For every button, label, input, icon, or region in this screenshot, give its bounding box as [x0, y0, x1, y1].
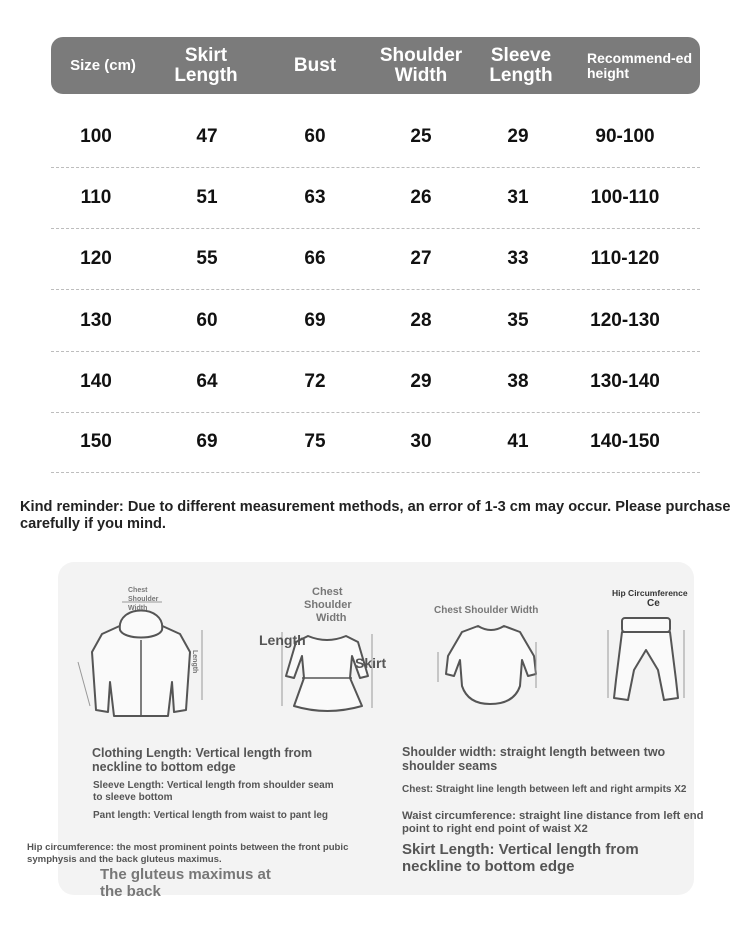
cell-shoulder-width: 25	[410, 125, 432, 147]
jacket-width-label: Width	[128, 605, 148, 612]
cell-sleeve-length: 41	[507, 430, 529, 452]
header-size: Size (cm)	[70, 56, 136, 74]
header-bust: Bust	[293, 54, 337, 76]
skirt-length-desc: Skirt Length: Vertical length from neckline to bottom edge	[402, 841, 639, 875]
cell-sleeve-length: 33	[507, 247, 529, 269]
shoulder-width-desc: Shoulder width: straight length between two shoulder seams	[402, 745, 666, 773]
jacket-chest-label: Chest	[128, 587, 148, 594]
cell-bust: 63	[304, 186, 326, 208]
cell-skirt-length: 69	[196, 430, 218, 452]
dress-shoulder-label: Shoulder	[304, 599, 352, 611]
cell-recommended-height: 110-120	[590, 247, 660, 269]
cell-shoulder-width: 26	[410, 186, 432, 208]
header-recommended-height: Recommend-ed height	[587, 49, 693, 81]
waist-desc: Waist circumference: straight line distance from left end point to right end point of waist X2	[402, 810, 704, 835]
cell-shoulder-width: 29	[410, 370, 432, 392]
pants-illustration	[598, 610, 694, 710]
cell-size: 140	[80, 370, 112, 392]
cell-size: 150	[80, 430, 112, 452]
cell-recommended-height: 140-150	[590, 430, 660, 452]
kind-reminder: Kind reminder: Due to different measurement methods, an error of 1-3 cm may occur. Please purchase carefully if you mind.	[20, 499, 731, 532]
cell-size: 130	[80, 309, 112, 331]
table-row	[51, 290, 700, 352]
cell-shoulder-width: 30	[410, 430, 432, 452]
romper-illustration	[432, 612, 552, 710]
pants-ce-label: Ce	[647, 598, 660, 609]
cell-skirt-length: 47	[196, 125, 218, 147]
romper-chest-shoulder-width-label: Chest Shoulder Width	[434, 605, 539, 616]
cell-bust: 60	[304, 125, 326, 147]
clothing-length-desc: Clothing Length: Vertical length from neckline to bottom edge	[92, 746, 313, 774]
dress-width-label: Width	[316, 612, 347, 624]
dress-skirt-label: Skirt	[355, 655, 387, 671]
cell-recommended-height: 130-140	[590, 370, 660, 392]
table-row	[51, 411, 700, 473]
cell-sleeve-length: 31	[507, 186, 529, 208]
jacket-length-label: Length	[191, 650, 198, 674]
table-row	[51, 351, 700, 413]
header-skirt-length: Skirt Length	[174, 44, 238, 86]
cell-shoulder-width: 28	[410, 309, 432, 331]
hip-circumference-desc: Hip circumference: the most prominent points between the front pubic symphysis and the back gluteus maximus.	[27, 842, 349, 865]
size-table-header	[51, 37, 700, 94]
cell-bust: 66	[304, 247, 326, 269]
cell-size: 120	[80, 247, 112, 269]
cell-skirt-length: 64	[196, 370, 218, 392]
dress-length-label: Length	[259, 632, 306, 648]
cell-recommended-height: 120-130	[590, 309, 660, 331]
cell-skirt-length: 60	[196, 309, 218, 331]
cell-recommended-height: 100-110	[590, 186, 660, 208]
cell-bust: 75	[304, 430, 326, 452]
cell-sleeve-length: 29	[507, 125, 529, 147]
header-shoulder-width: Shoulder Width	[379, 44, 463, 86]
header-sleeve-length: Sleeve Length	[489, 44, 553, 86]
cell-sleeve-length: 38	[507, 370, 529, 392]
cell-bust: 69	[304, 309, 326, 331]
table-row	[51, 228, 700, 290]
chest-desc: Chest: Straight line length between left and right armpits X2	[402, 784, 687, 795]
jacket-shoulder-label: Shoulder	[128, 596, 159, 603]
sleeve-length-desc: Sleeve Length: Vertical length from shoulder seam to sleeve bottom	[93, 780, 334, 803]
pants-hip-label: Hip Circumference	[612, 588, 688, 598]
cell-sleeve-length: 35	[507, 309, 529, 331]
pant-length-desc: Pant length: Vertical length from waist to pant leg	[93, 810, 329, 821]
cell-size: 100	[80, 125, 112, 147]
cell-bust: 72	[304, 370, 326, 392]
cell-recommended-height: 90-100	[595, 125, 655, 147]
table-row	[51, 106, 700, 168]
cell-skirt-length: 51	[196, 186, 218, 208]
cell-size: 110	[80, 186, 112, 208]
cell-skirt-length: 55	[196, 247, 218, 269]
dress-chest-label: Chest	[312, 586, 343, 598]
cell-shoulder-width: 27	[410, 247, 432, 269]
table-row	[51, 167, 700, 229]
gluteus-desc: The gluteus maximus at the back	[100, 866, 271, 900]
